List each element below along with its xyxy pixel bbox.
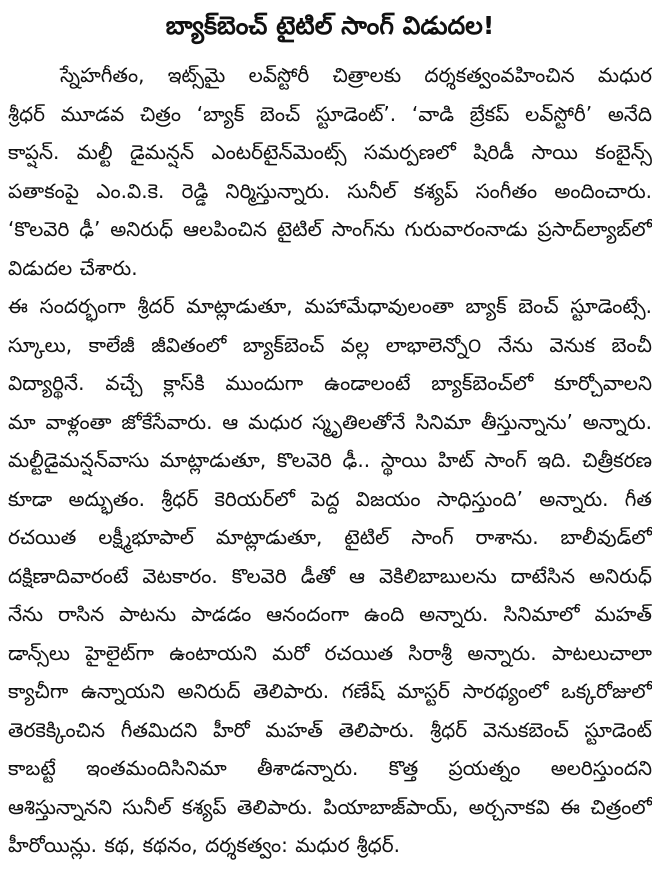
article-line: స్కూలు, కాలేజీ జీవితంలో బ్యాక్‌బెంచ్ వల్ల లాభాలెన్నో౦ నేను వెనుక బెంచీ: [8, 332, 652, 357]
article-line: విడుదల చేశారు.: [8, 255, 138, 280]
article-line: దక్షిణాదివారంటే వెటకారం. కొలవెరి డీతో ఆ వెకిలిబాబులను దాటేసిన అనిరుధ్: [8, 563, 652, 588]
article-line: స్నేహగీతం, ఇట్స్‌మై లవ్‌స్టోరీ చిత్రాలకు దర్శకత్వంవహించిన మధుర: [60, 63, 652, 87]
article-line: నేను రాసిన పాటను పాడడం ఆనందంగా ఉంది అన్నారు. సినిమాలో మహత్: [8, 602, 652, 626]
article-paragraph: [8, 56, 652, 287]
article-line: హీరోయిన్లు. కథ, కథనం, దర్శకత్వం: మధుర శ్రీధర్.: [8, 833, 400, 857]
article-headline: బ్యాక్‌బెంచ్ టైటిల్ సాంగ్ విడుదల!: [165, 11, 495, 40]
article-paragraph: [8, 287, 652, 865]
article-line: డాన్స్‌లు హైలైట్‌గా ఉంటాయని మరో రచయిత సిరాశ్రీ అన్నారు. పాటలుచాలా: [8, 640, 652, 665]
article-line: మా వాళ్లంతా జోకేసేవారు. ఆ మధుర స్మృతిలతోనే సినిమా తీస్తున్నాను’ అన్నారు.: [8, 409, 652, 434]
article-line: క్యాచీగా ఉన్నాయని అనిరుద్ తెలిపారు. గణేష్ మాస్టర్ సారథ్యంలో ఒక్కరోజులో: [8, 679, 652, 703]
article-line: తెరకెక్కించిన గీతమిదని హీరో మహత్ తెలిపారు. శ్రీధర్ వెనుకబెంచ్ స్టూడెంట్: [8, 717, 652, 742]
article-line: కూడా అద్భుతం. శ్రీధర్ కెరియర్‌లో పెద్ద విజయం సాధిస్తుంది’ అన్నారు. గీత: [8, 486, 652, 511]
article-line: ఆశిస్తున్నానని సునీల్ కశ్యప్ తెలిపారు. పియాబాజ్‌పాయ్, అర్చనాకవి ఈ చిత్రంలో: [8, 794, 652, 819]
article-line: శ్రీధర్ మూడవ చిత్రం ‘బ్యాక్ బెంచ్ స్టూడెంట్’. ‘వాడి బ్రేకప్ లవ్‌స్టోరీ’ అనేది: [8, 101, 652, 126]
article-line: కాప్షన్. మల్టీ డైమన్షన్ ఎంటర్‌టైన్‌మెంట్స్ సమర్పణలో షిరిడీ సాయి కంబైన్స్: [8, 140, 652, 164]
article-body: [8, 56, 652, 865]
article-line: ‘కొలవెరి ఢీ’ అనిరుధ్ ఆలపించిన టైటిల్ సాంగ్‌ను గురువారంనాడు ప్రసాద్‌ల్యాబ్‌లో: [8, 217, 652, 241]
article-line: కాబట్టే ఇంతమందిసినిమా తీశాడన్నారు. కొత్త ప్రయత్నం అలరిస్తుందని: [8, 756, 652, 780]
article-line: పతాకంపై ఎం.వి.కె. రెడ్డి నిర్మిస్తున్నారు. సునీల్ కశ్యప్ సంగీతం అందించారు.: [8, 178, 652, 203]
article-line: ఈ సందర్భంగా శ్రీదర్ మాట్లాడుతూ, మహామేధావులంతా బ్యాక్ బెంచ్ స్టూడెంట్సే.: [8, 294, 652, 318]
article-line: విద్యార్థినే. వచ్చే క్లాస్‌కి ముందుగా ఉండాలంటే బ్యాక్‌బెంచ్‌లో కూర్చోవాలని: [8, 371, 652, 395]
article-line: మల్టీడైమన్షన్‌వాసు మాట్లాడుతూ, కొలవెరి ఢీ.. స్థాయి హిట్ సాంగ్ ఇది. చిత్రీకరణ: [8, 448, 652, 472]
article-line: రచయిత లక్ష్మీభూపాల్ మాట్లాడుతూ, టైటిల్ సాంగ్ రాశాను. బాలీవుడ్‌లో: [8, 525, 652, 549]
